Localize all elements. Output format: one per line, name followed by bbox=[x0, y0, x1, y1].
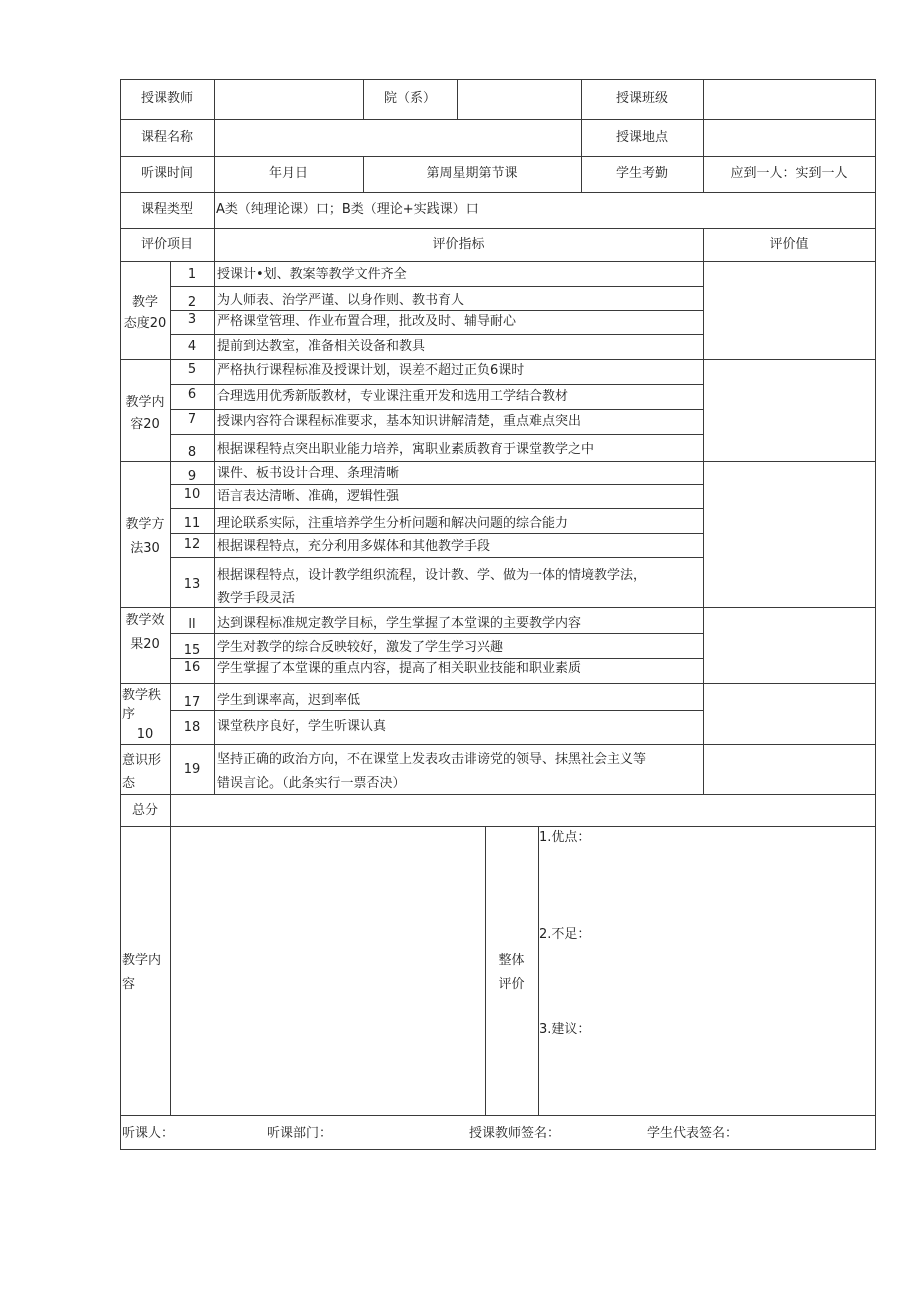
student-signature-label: 学生代表签名： bbox=[647, 1126, 739, 1141]
row-indicator: 坚持正确的政治方向，不在课堂上发表攻击诽谤党的领导、抹黑社会主义等 bbox=[217, 752, 647, 767]
category-effect: 教学效 bbox=[125, 613, 165, 628]
pros-label: 1.优点： bbox=[539, 830, 591, 845]
border-line bbox=[120, 192, 876, 193]
row-number: 18 bbox=[183, 720, 201, 735]
row-number: 1 bbox=[187, 267, 197, 282]
border-line bbox=[170, 384, 704, 385]
cons-label: 2.不足： bbox=[539, 927, 591, 942]
row-number: 5 bbox=[187, 362, 197, 377]
category-effect: 果20 bbox=[130, 637, 160, 652]
border-line bbox=[120, 261, 876, 262]
border-line bbox=[170, 633, 704, 634]
border-line bbox=[170, 794, 171, 1115]
border-line bbox=[170, 286, 704, 287]
row-number: 16 bbox=[183, 660, 201, 675]
border-line bbox=[120, 119, 876, 120]
border-line bbox=[170, 533, 704, 534]
row-indicator-continued: 教学手段灵活 bbox=[217, 591, 296, 606]
border-line bbox=[120, 683, 876, 684]
row-indicator: 达到课程标准规定教学目标，学生掌握了本堂课的主要教学内容 bbox=[217, 616, 582, 631]
border-line bbox=[120, 156, 876, 157]
row-indicator: 学生到课率高，迟到率低 bbox=[217, 693, 361, 708]
time-label: 听课时间 bbox=[140, 166, 193, 181]
category-content: 容20 bbox=[130, 417, 160, 432]
row-indicator: 学生掌握了本堂课的重点内容，提高了相关职业技能和职业素质 bbox=[217, 661, 582, 676]
teacher-signature-label: 授课教师签名： bbox=[469, 1126, 561, 1141]
row-indicator: 合理选用优秀新版教材，专业课注重开发和选用工学结合教材 bbox=[217, 389, 569, 404]
row-indicator: 根据课程特点，设计教学组织流程，设计教、学、做为一体的情境教学法， bbox=[217, 568, 647, 583]
row-number: 13 bbox=[183, 577, 201, 592]
row-number: ll bbox=[188, 617, 196, 632]
border-line bbox=[170, 484, 704, 485]
border-line bbox=[120, 1115, 876, 1116]
dept-label: 院（系） bbox=[383, 91, 436, 106]
row-indicator: 严格执行课程标准及授课计划，误差不超过正负6课时 bbox=[217, 363, 525, 378]
row-indicator: 严格课堂管理、作业布置合理，批改及时、辅导耐心 bbox=[217, 314, 517, 329]
border-line bbox=[214, 261, 215, 794]
row-indicator: 授课计•划、教案等教学文件齐全 bbox=[217, 267, 407, 282]
row-number: 12 bbox=[183, 537, 201, 552]
border-line bbox=[170, 434, 704, 435]
row-number: 10 bbox=[183, 487, 201, 502]
overall-label: 整体 bbox=[498, 953, 525, 968]
row-number: 2 bbox=[187, 295, 197, 310]
class-label: 授课班级 bbox=[615, 91, 668, 106]
date-text: 年月日 bbox=[268, 166, 308, 181]
border-line bbox=[170, 658, 704, 659]
row-indicator: 根据课程特点突出职业能力培养，寓职业素质教育于课堂教学之中 bbox=[217, 442, 595, 457]
border-line bbox=[485, 826, 486, 1115]
row-number: 7 bbox=[187, 412, 197, 427]
border-line bbox=[703, 228, 704, 794]
row-indicator: 根据课程特点，充分利用多媒体和其他教学手段 bbox=[217, 539, 491, 554]
week-text: 第周星期第节课 bbox=[426, 166, 518, 181]
row-indicator: 授课内容符合课程标准要求，基本知识讲解清楚，重点难点突出 bbox=[217, 414, 582, 429]
border-line bbox=[457, 79, 458, 119]
category-order: 10 bbox=[136, 727, 154, 742]
column-indicator: 评价指标 bbox=[432, 237, 485, 252]
border-line bbox=[120, 359, 876, 360]
border-line bbox=[170, 710, 704, 711]
border-line bbox=[120, 744, 876, 745]
row-indicator: 学生对教学的综合反映较好，激发了学生学习兴趣 bbox=[217, 640, 504, 655]
border-line bbox=[120, 228, 876, 229]
teaching-content-label: 容 bbox=[122, 977, 136, 992]
row-indicator-continued: 错误言论。（此条实行一票否决） bbox=[217, 776, 406, 791]
border-line bbox=[120, 826, 876, 827]
row-number: 11 bbox=[183, 516, 201, 531]
attendance-text: 应到一人：实到一人 bbox=[730, 166, 848, 181]
category-attitude: 教学 bbox=[131, 295, 158, 310]
column-score: 评价值 bbox=[769, 237, 809, 252]
border-line bbox=[120, 79, 876, 80]
location-label: 授课地点 bbox=[615, 130, 668, 145]
row-indicator: 语言表达清晰、准确，逻辑性强 bbox=[217, 489, 400, 504]
row-number: 17 bbox=[183, 695, 201, 710]
row-number: 19 bbox=[183, 762, 201, 777]
overall-label: 评价 bbox=[498, 977, 525, 992]
teacher-label: 授课教师 bbox=[140, 91, 193, 106]
row-indicator: 课件、板书设计合理、条理清晰 bbox=[217, 466, 400, 481]
row-indicator: 为人师表、治学严谨、以身作则、教书育人 bbox=[217, 293, 465, 308]
row-number: 15 bbox=[183, 643, 201, 658]
category-order: 序 bbox=[122, 707, 136, 722]
border-line bbox=[120, 607, 876, 608]
category-attitude: 态度20 bbox=[123, 316, 167, 331]
type-label: 课程类型 bbox=[140, 202, 193, 217]
row-indicator: 理论联系实际，注重培养学生分析问题和解决问题的综合能力 bbox=[217, 516, 569, 531]
observer-dept-label: 听课部门： bbox=[267, 1126, 333, 1141]
row-number: 4 bbox=[187, 339, 197, 354]
border-line bbox=[538, 826, 539, 1115]
border-line bbox=[170, 409, 704, 410]
category-ideology: 态 bbox=[122, 776, 136, 791]
border-line bbox=[170, 508, 704, 509]
observer-label: 听课人： bbox=[122, 1126, 175, 1141]
category-method: 法30 bbox=[130, 541, 160, 556]
border-line bbox=[170, 334, 704, 335]
row-number: 8 bbox=[187, 445, 197, 460]
category-order: 教学秩 bbox=[122, 688, 162, 703]
category-method: 教学方 bbox=[125, 517, 165, 532]
row-number: 6 bbox=[187, 387, 197, 402]
border-line bbox=[170, 310, 704, 311]
border-line bbox=[120, 1149, 876, 1150]
row-indicator: 提前到达教室，准备相关设备和教具 bbox=[217, 339, 426, 354]
course-label: 课程名称 bbox=[140, 130, 193, 145]
column-item: 评价项目 bbox=[140, 237, 193, 252]
category-ideology: 意识形 bbox=[122, 753, 162, 768]
border-line bbox=[875, 79, 876, 1150]
category-content: 教学内 bbox=[125, 395, 165, 410]
row-number: 3 bbox=[187, 312, 197, 327]
border-line bbox=[170, 557, 704, 558]
attendance-label: 学生考勤 bbox=[615, 166, 668, 181]
row-indicator: 课堂秩序良好，学生听课认真 bbox=[217, 719, 387, 734]
total-label: 总分 bbox=[131, 803, 158, 818]
suggestion-label: 3.建议： bbox=[539, 1022, 591, 1037]
teaching-content-label: 教学内 bbox=[122, 953, 162, 968]
border-line bbox=[120, 794, 876, 795]
border-line bbox=[120, 461, 876, 462]
row-number: 9 bbox=[187, 469, 197, 484]
type-text: A类（纯理论课）口；B类（理论+实践课）口 bbox=[216, 202, 479, 217]
